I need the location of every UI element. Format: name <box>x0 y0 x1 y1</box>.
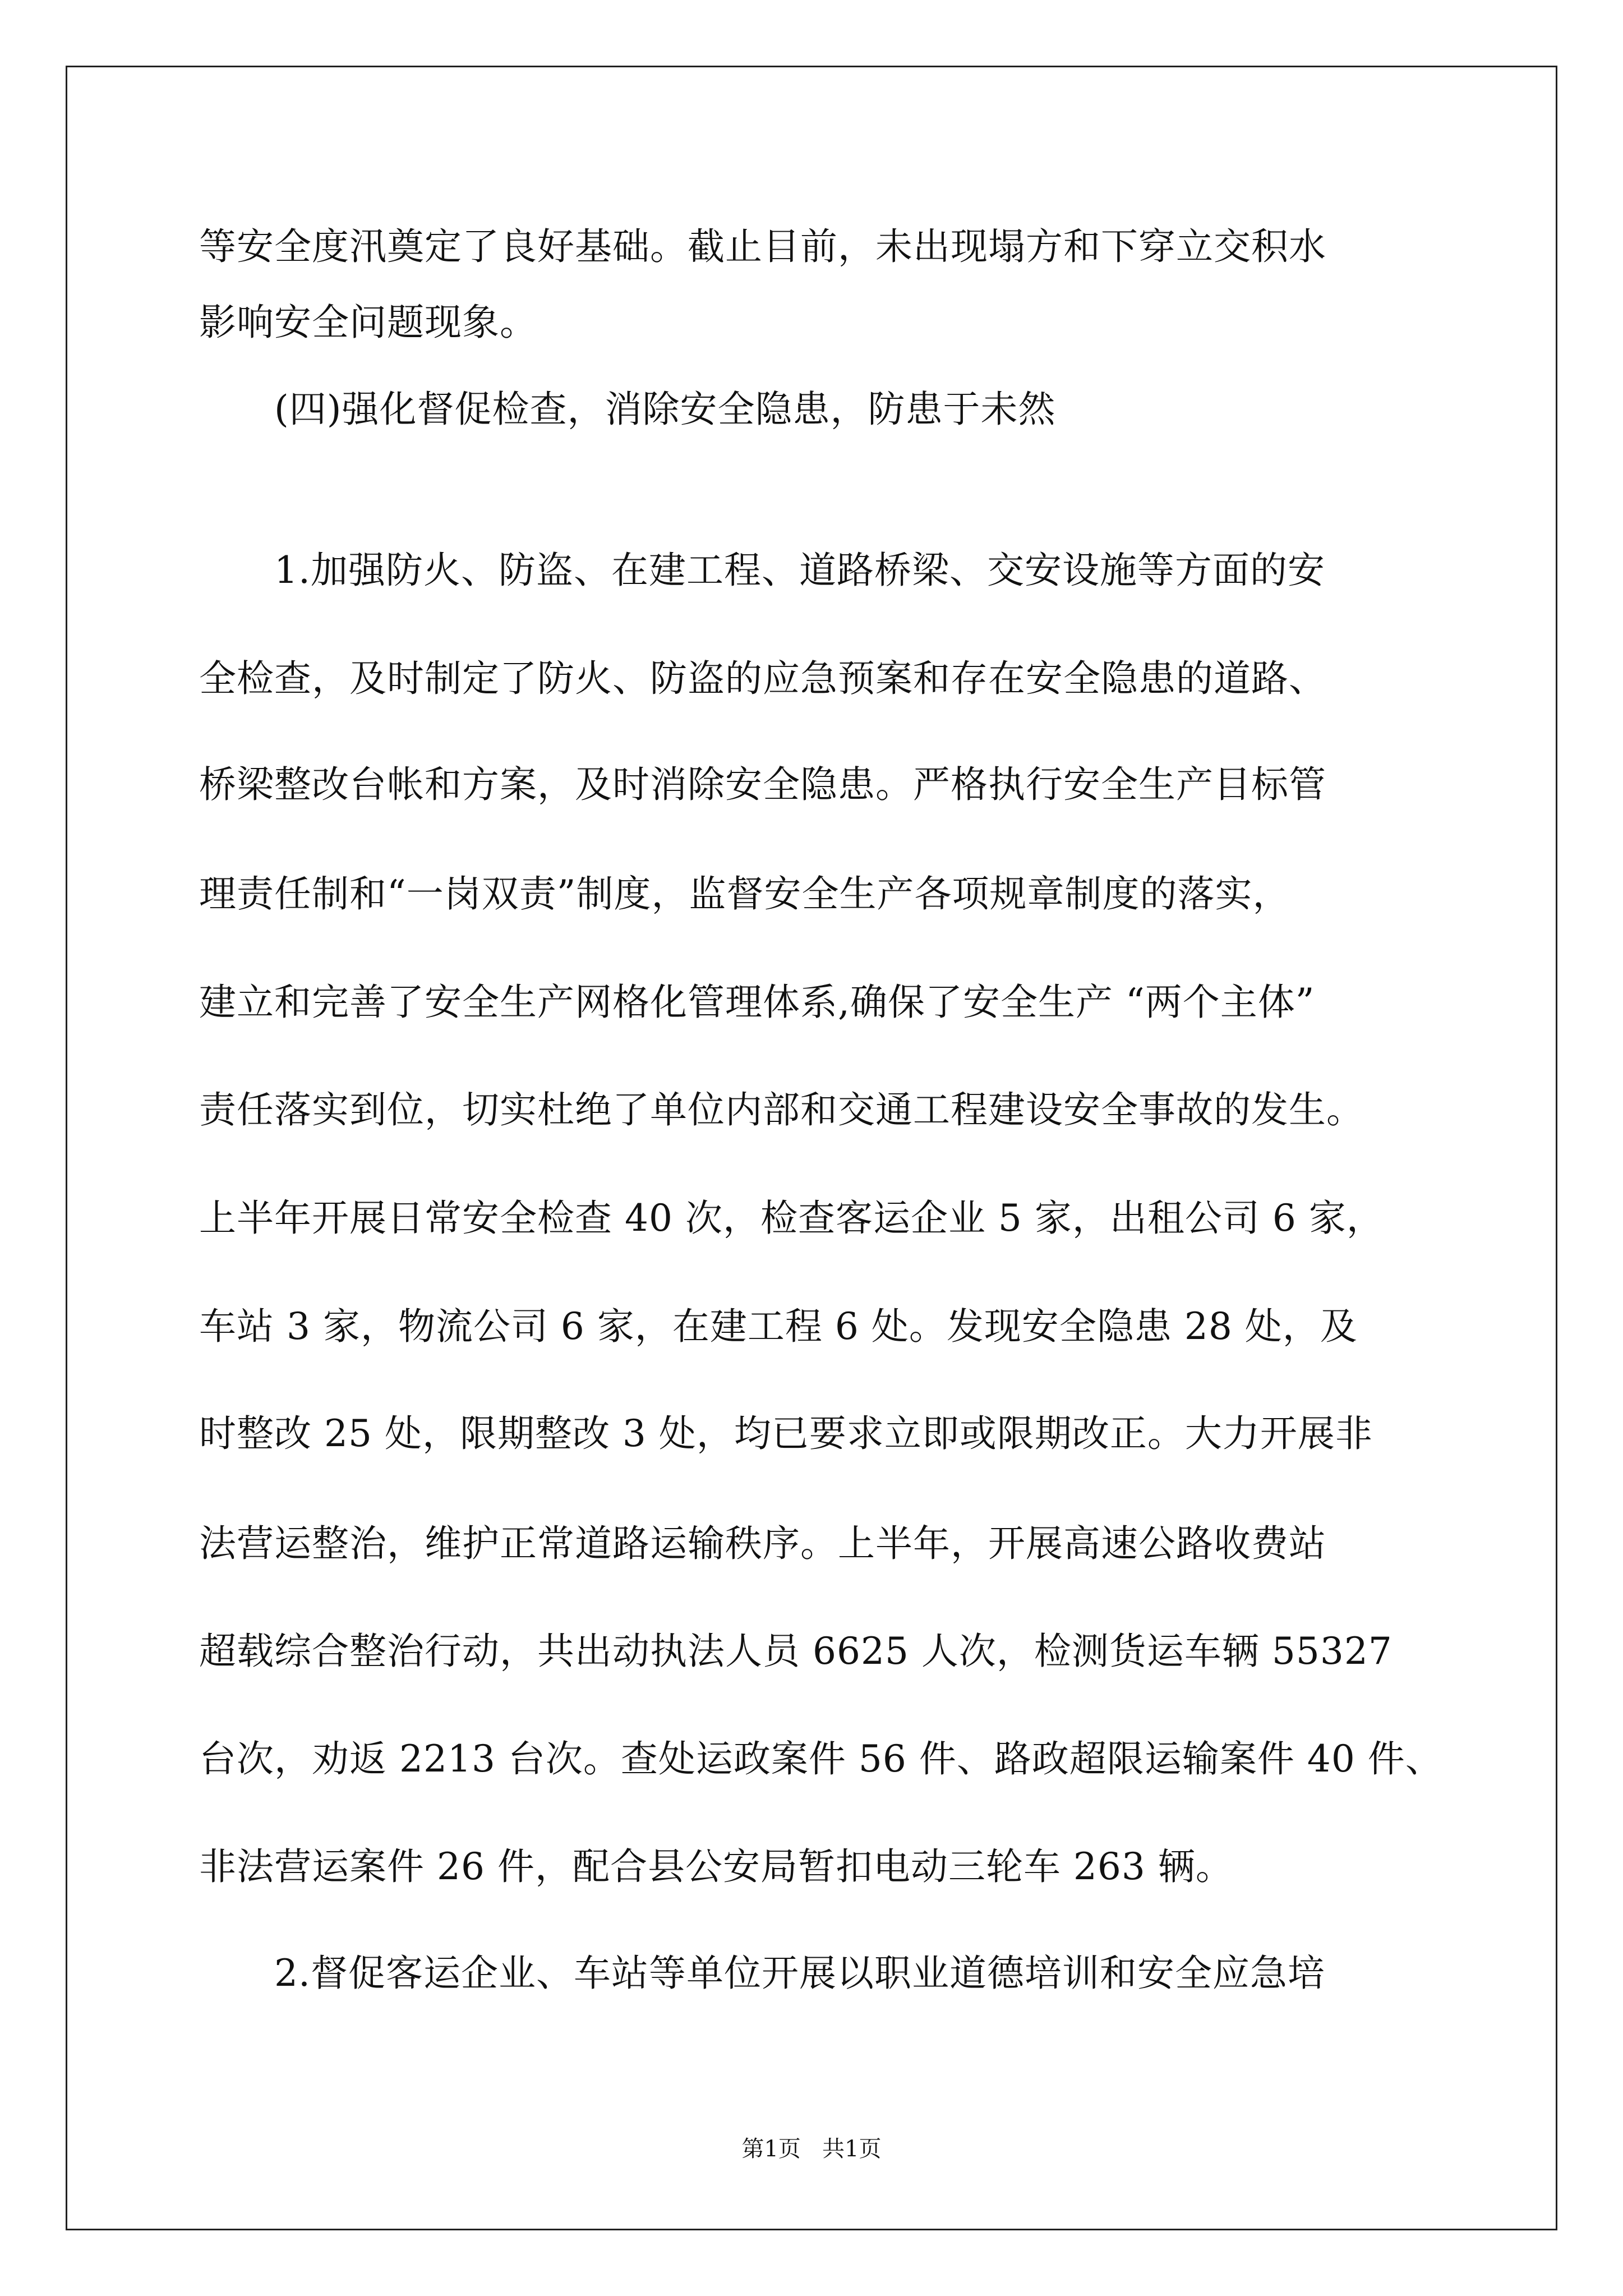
page-number-footer: 第1页 共1页 <box>741 2136 882 2162</box>
text-line: 1.加强防火、防盗、在建工程、道路桥梁、交安设施等方面的安 <box>274 549 1325 592</box>
text-line: 2.督促客运企业、车站等单位开展以职业道德培训和安全应急培 <box>274 1952 1325 1995</box>
text-line: 台次，劝返 2213 台次。查处运政案件 56 件、路政超限运输案件 40 件、 <box>199 1737 1443 1780</box>
text-line: 等安全度汛奠定了良好基础。截止目前，未出现塌方和下穿立交积水 <box>199 225 1326 268</box>
text-line: 理责任制和“一岗双责”制度，监督安全生产各项规章制度的落实， <box>199 872 1290 915</box>
text-line: 全检查，及时制定了防火、防盗的应急预案和存在安全隐患的道路、 <box>199 657 1326 700</box>
text-line: 时整改 25 处，限期整改 3 处，均已要求立即或限期改正。大力开展非 <box>199 1412 1373 1455</box>
section-heading: (四)强化督促检查，消除安全隐患，防患于未然 <box>274 388 1056 431</box>
text-line: 责任落实到位，切实杜绝了单位内部和交通工程建设安全事故的发生。 <box>199 1088 1364 1131</box>
text-line: 上半年开展日常安全检查 40 次，检查客运企业 5 家，出租公司 6 家， <box>199 1197 1384 1240</box>
text-line: 影响安全问题现象。 <box>199 301 537 344</box>
text-line: 车站 3 家，物流公司 6 家，在建工程 6 处。发现安全隐患 28 处，及 <box>199 1305 1358 1348</box>
text-line: 桥梁整改台帐和方案，及时消除安全隐患。严格执行安全生产目标管 <box>199 763 1326 806</box>
text-line: 建立和完善了安全生产网格化管理体系,确保了安全生产 “两个主体” <box>199 981 1315 1024</box>
text-line: 非法营运案件 26 件，配合县公安局暂扣电动三轮车 263 辆。 <box>199 1845 1233 1888</box>
text-line: 法营运整治，维护正常道路运输秩序。上半年，开展高速公路收费站 <box>199 1522 1326 1565</box>
text-line: 超载综合整治行动，共出动执法人员 6625 人次，检测货运车辆 55327 <box>199 1630 1393 1673</box>
